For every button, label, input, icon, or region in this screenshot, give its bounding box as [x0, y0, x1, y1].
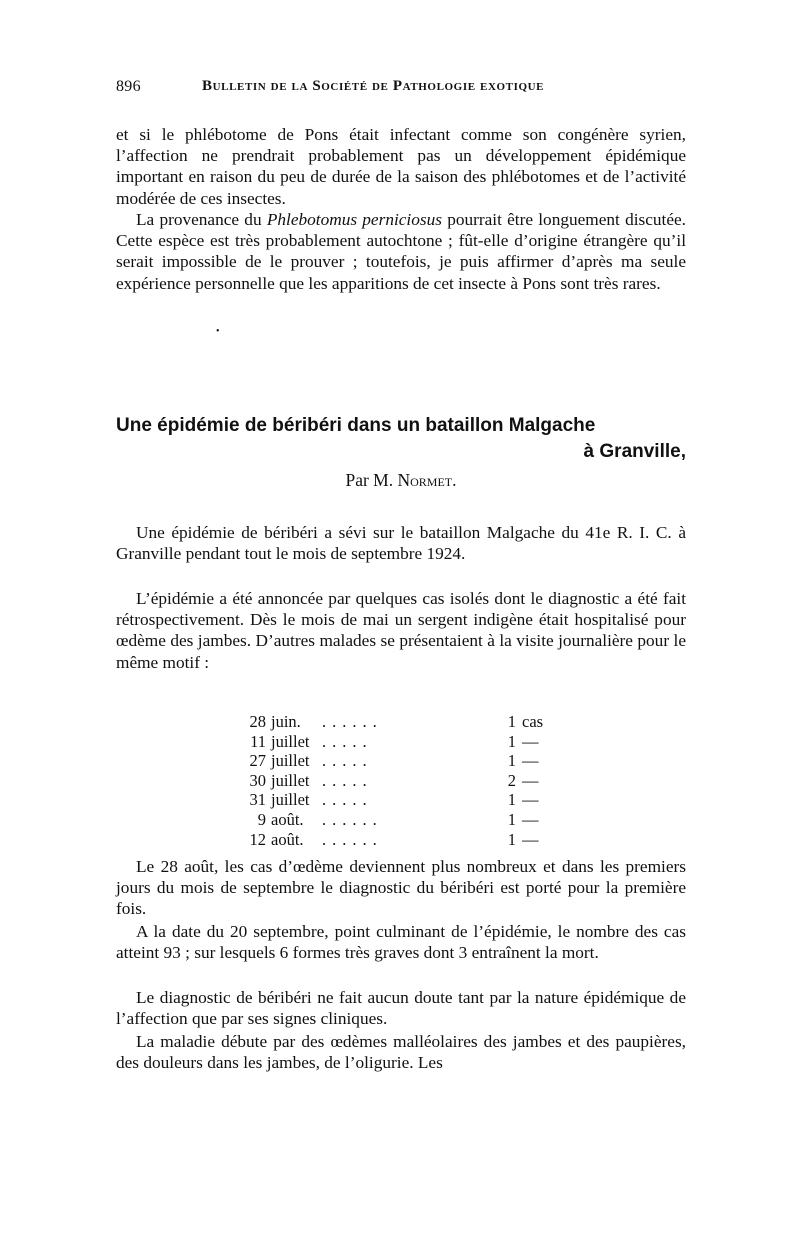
case-count: 1 — [507, 829, 516, 849]
article-title-line-2: à Granville, — [583, 441, 686, 462]
case-month: août. — [271, 809, 304, 829]
case-unit: cas — [522, 712, 544, 731]
case-leader-dots: ..... — [322, 731, 373, 751]
case-table-row — [242, 732, 582, 752]
case-leader-dots: ...... — [322, 829, 383, 849]
case-unit: — — [522, 731, 539, 751]
case-leader-dots: ...... — [322, 712, 383, 731]
case-leader-dots: ..... — [322, 751, 373, 771]
species-name: Phlebotomus perniciosus — [266, 210, 442, 229]
case-count: 1 — [507, 790, 516, 810]
journal-title: Bulletin de la Société de Pathologie exotique — [202, 78, 545, 94]
continuation-paragraph-2 — [116, 209, 686, 294]
case-count: 1 — [507, 731, 516, 751]
page-number: 896 — [116, 78, 141, 95]
case-count: 2 — [507, 770, 516, 790]
case-unit: — — [522, 770, 539, 790]
case-month: juillet — [271, 770, 310, 790]
case-count: 1 — [507, 751, 516, 771]
para2-text-end: pourrait être longuement discutée. Cette espèce est très probablement autochtone ; fût-elle d’origine étrangère qu’il serait impossible de le prouver ; toutefois, je puis affirmer d’après ma seule expérience personnelle que les apparitions de cet insecte à Pons sont très rares. — [116, 210, 687, 293]
article-title-line-1: Une épidémie de béribéri dans un bataillon Malgache — [116, 415, 596, 436]
case-table-row — [242, 830, 582, 850]
body-paragraph-4: A la date du 20 septembre, point culminant de l’épidémie, le nombre des cas atteint 93 ; sur lesquels 6 formes très graves dont 3 entraînent la mort. — [116, 922, 686, 963]
case-table-row — [242, 751, 582, 771]
case-leader-dots: ..... — [322, 790, 373, 810]
byline — [116, 470, 686, 491]
case-month: juillet — [271, 731, 310, 751]
case-unit: — — [522, 809, 539, 829]
case-month: juillet — [271, 751, 310, 771]
case-month: juillet — [271, 790, 310, 810]
body-paragraph-2: L’épidémie a été annoncée par quelques cas isolés dont le diagnostic a été fait rétrospectivement. Dès le mois de mai un sergent indigène était hospitalisé pour œdème des jambes. D’autres malades se présentaient à la visite journalière pour le même motif : — [116, 589, 686, 672]
para2-text-start: La provenance du — [136, 210, 267, 229]
case-table — [242, 712, 582, 849]
case-day: 11 — [250, 731, 266, 751]
body-paragraph-1: Une épidémie de béribéri a sévi sur le bataillon Malgache du 41e R. I. C. à Granville pendant tout le mois de septembre 1924. — [116, 523, 686, 564]
body-paragraph-3: Le 28 août, les cas d’œdème deviennent plus nombreux et dans les premiers jours du mois de septembre le diagnostic du béribéri est porté pour la première fois. — [116, 857, 686, 919]
case-count: 1 — [507, 809, 516, 829]
case-unit: — — [522, 751, 539, 771]
case-month: août. — [271, 829, 304, 849]
running-head — [116, 78, 686, 102]
article-title — [116, 413, 686, 465]
case-table-row — [242, 810, 582, 830]
case-leader-dots: ..... — [322, 770, 373, 790]
case-month: juin. — [271, 712, 301, 731]
case-day: 27 — [249, 751, 266, 771]
case-count: 1 — [507, 712, 516, 731]
body-paragraph-5: Le diagnostic de béribéri ne fait aucun doute tant par la nature épidémique de l’affection que par ses signes cliniques. — [116, 988, 686, 1029]
case-table-row — [242, 790, 582, 810]
case-day: 31 — [249, 790, 266, 810]
author-name: Normet. — [397, 470, 457, 490]
body-paragraph-6: La maladie débute par des œdèmes malléolaires des jambes et des paupières, des douleurs dans les jambes, de l’oligurie. Les — [116, 1032, 686, 1073]
stray-dot: • — [216, 326, 220, 337]
case-day: 9 — [257, 809, 266, 829]
case-day: 12 — [249, 829, 266, 849]
byline-prefix: Par M. — [345, 470, 398, 490]
case-unit: — — [522, 829, 539, 849]
case-table-row — [242, 771, 582, 791]
case-day: 28 — [249, 712, 266, 731]
case-day: 30 — [249, 770, 266, 790]
continuation-paragraph-1: et si le phlébotome de Pons était infectant comme son congénère syrien, l’affection ne prendrait probablement pas un développement épidémique important en raison du peu de durée de la saison des phlébotomes et de l’activité modérée de ces insectes. — [116, 125, 686, 208]
case-unit: — — [522, 790, 539, 810]
case-leader-dots: ...... — [322, 809, 383, 829]
case-table-row — [242, 712, 582, 732]
